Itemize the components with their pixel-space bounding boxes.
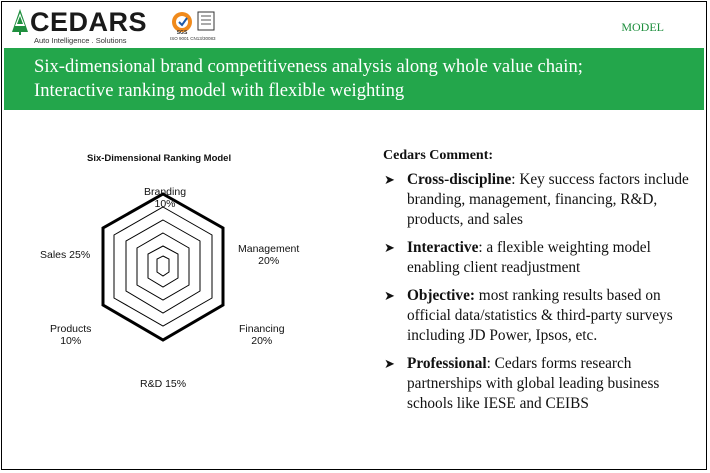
comment-text: : a flexible weighting model enabling client readjustment bbox=[407, 239, 651, 276]
dimension-rd bbox=[140, 378, 186, 390]
comment-item bbox=[383, 354, 703, 414]
hexagon-ring-outer bbox=[103, 194, 223, 340]
comment-term: Cross-discipline bbox=[407, 171, 512, 188]
comment-item bbox=[383, 170, 703, 230]
comments-title: Cedars Comment: bbox=[383, 148, 494, 163]
dimension-branding bbox=[144, 186, 186, 210]
comment-text: most ranking results based on official data/statistics & third-party surveys including JD Power, Ipsos, etc. bbox=[407, 287, 673, 344]
logo-certification: ISO 9001 CN13/30083 bbox=[170, 36, 216, 41]
banner-line-2: Interactive ranking model with flexible weighting bbox=[34, 80, 405, 101]
certification-badges-icon bbox=[170, 10, 218, 36]
arrow-bullet-icon: ➤ bbox=[384, 172, 395, 187]
cedars-comments bbox=[383, 148, 703, 422]
dimension-products-weight: 10% bbox=[60, 335, 82, 347]
dimension-sales-name: Sales 25% bbox=[40, 249, 91, 261]
sgs-badge-text: SGS bbox=[176, 30, 188, 36]
logo-tagline: Auto Intelligence . Solutions bbox=[34, 36, 127, 45]
dimension-branding-name: Branding bbox=[144, 186, 187, 198]
comment-item bbox=[383, 238, 703, 278]
dimension-management-weight: 20% bbox=[258, 255, 280, 267]
dimension-financing bbox=[239, 323, 285, 347]
arrow-bullet-icon: ➤ bbox=[384, 288, 395, 303]
comment-term: Objective: bbox=[407, 287, 475, 304]
dimension-management-name: Management bbox=[238, 243, 300, 255]
arrow-bullet-icon: ➤ bbox=[384, 240, 395, 255]
cedars-logo bbox=[10, 8, 220, 46]
hexagon-ring-1 bbox=[148, 246, 178, 287]
comment-text: : Cedars forms research partnerships with global leading business schools like IESE and CEIBS bbox=[407, 355, 660, 412]
dimension-products bbox=[50, 323, 91, 347]
title-banner bbox=[4, 48, 704, 110]
dimension-management bbox=[238, 243, 299, 267]
page-tag: MODEL bbox=[621, 20, 664, 34]
dimension-branding-weight: 10% bbox=[154, 198, 176, 210]
comment-term: Professional bbox=[407, 355, 487, 372]
logo-wordmark: CEDARS bbox=[30, 7, 148, 37]
cedar-tree-icon bbox=[10, 8, 30, 36]
dimension-rd-name: R&D 15% bbox=[140, 378, 187, 390]
dimension-financing-name: Financing bbox=[239, 323, 285, 335]
dimension-sales bbox=[40, 249, 90, 261]
slide bbox=[1, 1, 707, 470]
hexagon-ring-2 bbox=[137, 233, 189, 300]
banner-line-1: Six-dimensional brand competitiveness analysis along whole value chain; bbox=[34, 56, 583, 77]
comment-term: Interactive bbox=[407, 239, 479, 256]
hexagon-ring-inner bbox=[157, 256, 169, 276]
dimension-products-name: Products bbox=[50, 323, 92, 335]
diagram-title: Six-Dimensional Ranking Model bbox=[87, 153, 232, 164]
comment-item bbox=[383, 286, 703, 346]
dimension-financing-weight: 20% bbox=[251, 335, 273, 347]
comment-text: : Key success factors include branding, management, financing, R&D, products, and sales bbox=[407, 171, 689, 228]
arrow-bullet-icon: ➤ bbox=[384, 356, 395, 371]
hexagon-ring-4 bbox=[114, 207, 212, 326]
ranking-model-diagram bbox=[32, 150, 332, 400]
